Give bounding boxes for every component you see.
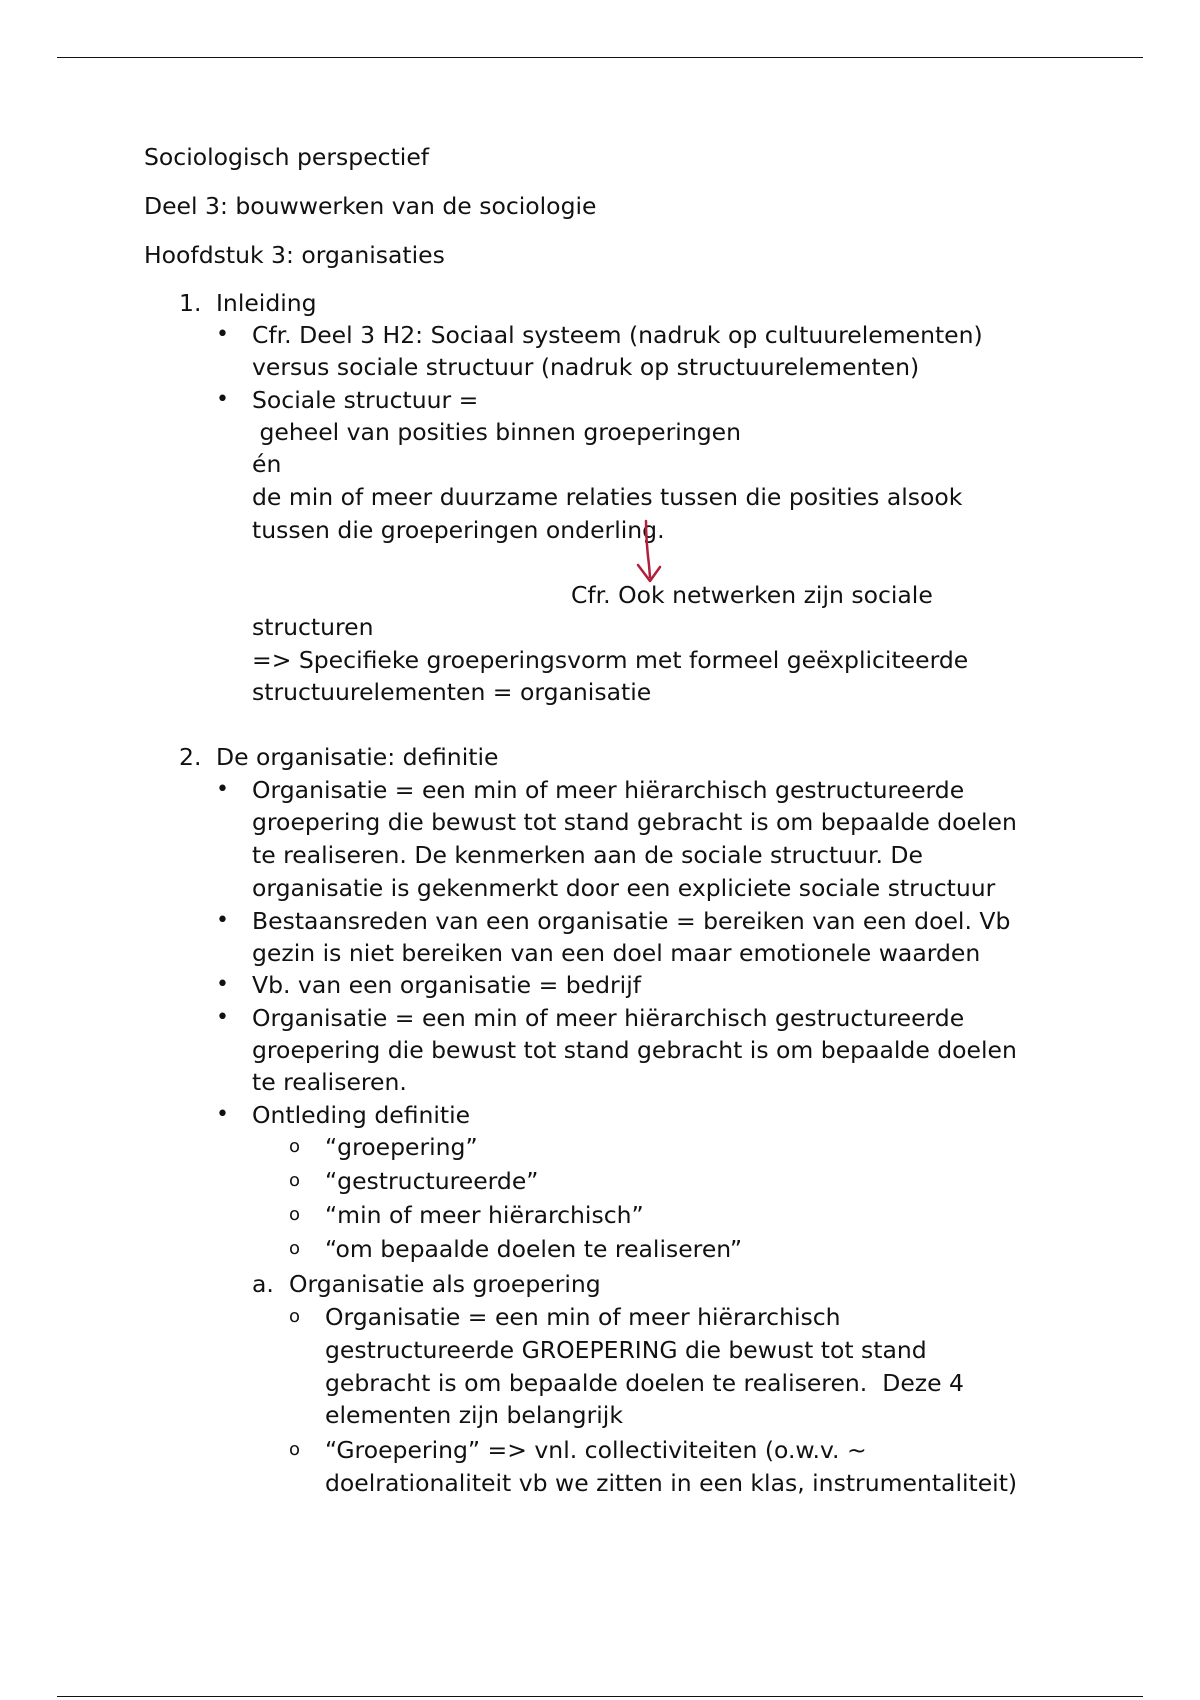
top-rule bbox=[57, 57, 1143, 58]
part-heading: Deel 3: bouwwerken van de sociologie bbox=[144, 192, 597, 220]
sub-bullet-text: elementen zijn belangrijk bbox=[325, 1401, 623, 1429]
bullet-line: => Specifieke groeperingsvorm met formeel geëxpliciteerde bbox=[252, 646, 969, 674]
sub-bullet-marker: o bbox=[289, 1238, 301, 1259]
bullet-line: tussen die groeperingen onderling. bbox=[252, 516, 665, 544]
bottom-rule bbox=[57, 1696, 1143, 1697]
bullet-marker: • bbox=[216, 972, 229, 997]
bullet-line: Cfr. Ook netwerken zijn sociale bbox=[571, 581, 933, 609]
sub-bullet-text: “groepering” bbox=[325, 1133, 478, 1161]
bullet-marker: • bbox=[216, 1102, 229, 1127]
bullet-line: groepering die bewust tot stand gebracht is om bepaalde doelen bbox=[252, 808, 1017, 836]
sub-bullet-text: “min of meer hiërarchisch” bbox=[325, 1201, 644, 1229]
sub-bullet-text: gebracht is om bepaalde doelen te realiseren. Deze 4 bbox=[325, 1369, 964, 1397]
bullet-line: structuren bbox=[252, 613, 374, 641]
bullet-line: te realiseren. De kenmerken aan de sociale structuur. De bbox=[252, 841, 923, 869]
bullet-line: Cfr. Deel 3 H2: Sociaal systeem (nadruk op cultuurelementen) bbox=[252, 321, 983, 349]
bullet-line: Organisatie = een min of meer hiërarchisch gestructureerde bbox=[252, 1004, 965, 1032]
sub-bullet-text: gestructureerde GROEPERING die bewust tot stand bbox=[325, 1336, 927, 1364]
sub-bullet-marker: o bbox=[289, 1204, 301, 1225]
bullet-line: Sociale structuur = bbox=[252, 386, 479, 414]
bullet-marker: • bbox=[216, 777, 229, 802]
bullet-marker: • bbox=[216, 322, 229, 347]
bullet-line: te realiseren. bbox=[252, 1068, 407, 1096]
sub-bullet-text: doelrationaliteit vb we zitten in een klas, instrumentaliteit) bbox=[325, 1469, 1018, 1497]
chapter-heading: Hoofdstuk 3: organisaties bbox=[144, 241, 445, 269]
sub-bullet-marker: o bbox=[289, 1136, 301, 1157]
sub-bullet-marker: o bbox=[289, 1306, 301, 1327]
bullet-line: versus sociale structuur (nadruk op structuurelementen) bbox=[252, 353, 920, 381]
bullet-marker: • bbox=[216, 908, 229, 933]
bullet-line: Organisatie = een min of meer hiërarchisch gestructureerde bbox=[252, 776, 965, 804]
sub-bullet-marker: o bbox=[289, 1439, 301, 1460]
section-title: Inleiding bbox=[216, 289, 317, 317]
document-title: Sociologisch perspectief bbox=[144, 143, 430, 171]
bullet-line: groepering die bewust tot stand gebracht is om bepaalde doelen bbox=[252, 1036, 1017, 1064]
bullet-line: geheel van posities binnen groeperingen bbox=[252, 418, 741, 446]
bullet-line: organisatie is gekenmerkt door een expliciete sociale structuur bbox=[252, 874, 996, 902]
bullet-line: structuurelementen = organisatie bbox=[252, 678, 652, 706]
handwritten-arrow-icon bbox=[630, 515, 670, 595]
sub-bullet-text: “Groepering” => vnl. collectiviteiten (o.w.v. ~ bbox=[325, 1436, 867, 1464]
bullet-marker: • bbox=[216, 387, 229, 412]
bullet-line: Bestaansreden van een organisatie = bereiken van een doel. Vb bbox=[252, 907, 1011, 935]
sub-bullet-text: Organisatie = een min of meer hiërarchisch bbox=[325, 1303, 841, 1331]
section-number: 2. bbox=[179, 743, 202, 771]
sub-bullet-text: “gestructureerde” bbox=[325, 1167, 539, 1195]
sub-bullet-text: “om bepaalde doelen te realiseren” bbox=[325, 1235, 743, 1263]
bullet-line: de min of meer duurzame relaties tussen die posities alsook bbox=[252, 483, 963, 511]
section-number: 1. bbox=[179, 289, 202, 317]
bullet-line: én bbox=[252, 450, 282, 478]
section-title: De organisatie: definitie bbox=[216, 743, 499, 771]
bullet-line: Ontleding definitie bbox=[252, 1101, 471, 1129]
sub-bullet-marker: o bbox=[289, 1170, 301, 1191]
bullet-line: gezin is niet bereiken van een doel maar emotionele waarden bbox=[252, 939, 981, 967]
bullet-line: Vb. van een organisatie = bedrijf bbox=[252, 971, 642, 999]
bullet-marker: • bbox=[216, 1005, 229, 1030]
subsection-title: Organisatie als groepering bbox=[289, 1270, 601, 1298]
subsection-letter: a. bbox=[252, 1270, 274, 1298]
